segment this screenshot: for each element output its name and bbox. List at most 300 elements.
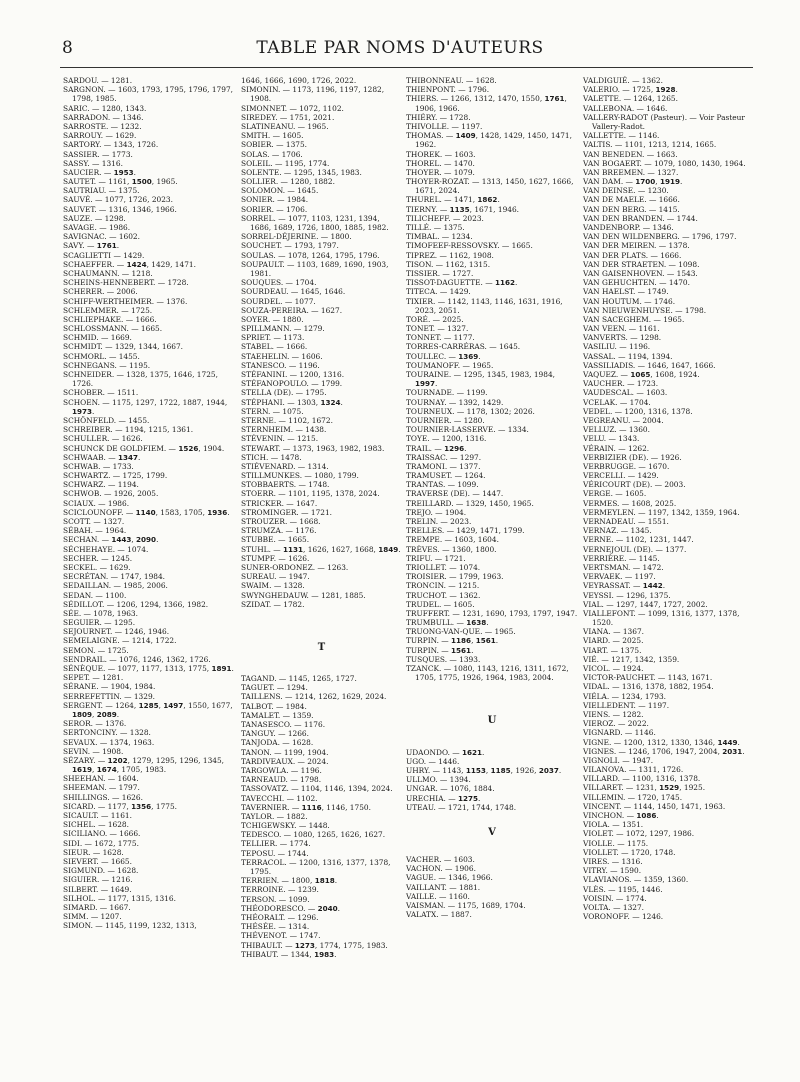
index-entry: TISSOT-DAGUETTE. — 1162. [406,278,518,288]
index-entry: VOISIN. — 1774. [583,893,647,903]
index-entry: STERN. — 1075. [241,406,304,416]
index-entry: VAN HAELST. — 1749. [583,287,669,297]
bold-page-ref: 1983 [314,949,335,959]
index-entry: SEVIN. — 1908. [63,746,124,756]
index-entry: SCAGLIETTI — 1429. [63,250,145,260]
bold-page-ref: 1135 [449,204,470,214]
index-entry: TRANTAS. — 1099. [406,480,479,490]
index-entry: SCOTT. — 1327. [63,517,125,526]
index-entry: VAN DAM. — 1700, 1919. [583,177,683,187]
index-entry: STERNE. — 1102, 1672. [241,415,333,425]
index-entry: TREMPE. — 1603, 1604. [406,535,499,545]
index-entry: SEPET. — 1281. [63,673,124,683]
index-entry: TERSON. — 1099. [241,894,310,904]
index-entry: VERBIZIER (DE). — 1926. [583,452,682,462]
index-entry: SAUTRIAU. — 1375. [63,186,140,196]
index-entry: VERNAZ. — 1345. [583,526,652,536]
section-letter: T [317,641,326,653]
index-entry: TALBOT. — 1984. [241,701,307,711]
index-entry: VAN VEEN. — 1161. [583,324,660,334]
index-entry: THOREK. — 1603. [406,149,476,159]
bold-page-ref: 1273 [294,940,315,950]
index-entry: SOUPAULT. — 1103, 1689, 1690, 1903, 1981. [241,259,389,278]
index-entry: TRONCIN. — 1215. [406,581,480,591]
index-entry: TRÈVES. — 1360, 1800. [406,544,497,554]
index-entry: TORRES-CARRÉRAS. — 1645. [406,342,521,352]
index-entry: SCHUNCK DE GOLDFIEM. — 1526, 1904. [63,443,225,453]
index-entry: SOLOMON. — 1645. [241,186,319,196]
index-entry: VIART. — 1375. [583,645,642,655]
index-entry: TANJODA. — 1628. [241,738,314,748]
index-entry: SCHMORL. — 1455. [63,351,140,361]
index-entry: SORREL. — 1077, 1103, 1231, 1394, 1686, 1689, 1726, 1800, 1885, 1982. [241,213,389,232]
bold-page-ref: 2089 [96,709,117,719]
index-entry: SCHLIEPHAKE. — 1666. [63,314,157,324]
index-entry: THIÉRY. — 1728. [406,112,471,122]
index-entry: THOREL. — 1470. [406,158,475,168]
index-entry: SICHEL. — 1628. [63,820,129,830]
index-entry: VAN GEHUCHTEN. — 1470. [583,278,690,288]
index-entry: VAN DER PLATS. — 1666. [583,250,682,260]
index-entry: SHEEMAN. — 1797. [63,783,140,793]
index-entry: SIEVERT. — 1665. [63,856,132,866]
index-entry: SAUVÉ. — 1077, 1726, 2023. [63,195,173,205]
index-entry: SPILLMANN. — 1279. [241,324,325,334]
index-entry: VELU. — 1343. [583,434,640,444]
index-entry: TAYLOR. — 1882. [241,811,308,821]
index-entry: TOURNAY. — 1392, 1429. [406,397,504,407]
index-entry: SCHWOB. — 1926, 2005. [63,489,159,499]
index-entry: VIELLEDENT. — 1197. [583,700,670,710]
index-entry: SOURDEAU. — 1645, 1646. [241,287,346,297]
index-entry: VIOLA. — 1351. [583,820,644,830]
bold-page-ref: 1891 [211,664,232,673]
index-entry: URECHIA. — 1275. [406,793,481,803]
index-entry: VALLEBONA. — 1646. [583,103,668,113]
index-entry: SOLENTE. — 1295, 1345, 1983. [241,167,362,177]
index-entry: SIREDEY. — 1751, 2021. [241,112,335,122]
index-entry: VAN BREEMEN. — 1327. [583,167,679,177]
index-entry: STUHL. — 1131, 1626, 1627, 1668, 1849. [241,544,401,554]
index-entry: VAN DEN BERG. — 1415. [583,204,680,214]
index-entry: VÉRICOURT (DE). — 2003. [583,480,686,490]
index-entry: SCHMID. — 1669. [63,333,132,343]
index-entry: STUBBE. — 1665. [241,535,310,545]
index-entry: TOULLEC. — 1369. [406,351,481,361]
index-entry: STÉVENIN. — 1215. [241,434,319,444]
index-entry: VILLARET. — 1231, 1529, 1925. [583,783,706,793]
index-entry: TAGUET. — 1294. [241,683,308,693]
index-entry: VORONOFF. — 1246. [583,912,664,922]
index-entry: SOYER. — 1880. [241,314,304,324]
index-entry: VIRES. — 1316. [583,856,643,866]
index-entry: VAISMAN. — 1175, 1689, 1704. [406,901,526,910]
index-entry: SASSIER. — 1773. [63,149,133,159]
index-entry: VAN BENEDEN. — 1663. [583,149,678,159]
index-entry: VALATX. — 1887. [406,910,472,920]
index-entry: SAVIGNAC. — 1602. [63,232,140,242]
bold-page-ref: 1936 [207,507,228,517]
index-entry: VEDEL. — 1200, 1316, 1378. [583,406,693,416]
index-entry: VALETTE. — 1264, 1265. [583,94,678,104]
index-entry: SCHREIBER. — 1194, 1215, 1361. [63,425,194,435]
index-entry: VIEROZ. — 2022. [583,719,649,729]
index-entry: SCHEINS-HENNEBERT. — 1728. [63,278,189,288]
index-entry: TOURAINE. — 1295, 1345, 1983, 1984, 1997. [406,370,556,389]
index-entry: SAUZE. — 1298. [63,213,126,223]
index-entry: TROISIER. — 1799, 1963. [406,572,504,582]
index-entry: STOBBAERTS. — 1748. [241,480,330,490]
index-entry: VIALLEFONT. — 1099, 1316, 1377, 1378, 1520. [583,608,740,628]
bold-page-ref: 1369 [458,351,479,361]
index-entry: VAQUEZ. — 1065, 1608, 1924. [583,370,700,379]
index-entry: SENDRAIL. — 1076, 1246, 1362, 1726. [63,654,211,664]
index-entry: SORREL-DÉJERINE. — 1800. [241,232,352,242]
index-entry: THÉORALT. — 1296. [241,912,319,922]
index-entry: ULLMO. — 1394. [406,775,471,785]
bold-page-ref: 1424 [126,259,147,269]
index-entry: SÉDILLOT. — 1206, 1294, 1366, 1982. [63,599,209,609]
index-entry: SARROUY. — 1629. [63,131,137,141]
index-entry: VOLTA. — 1327. [583,902,645,912]
index-entry: SEMELAIGNE. — 1214, 1722. [63,636,177,646]
index-entry: SÉBAH. — 1964. [63,526,127,536]
bold-page-ref: 1296 [444,443,465,453]
index-entry: SOLLIER. — 1280, 1882. [241,177,335,187]
index-entry: SÉE. — 1078, 1963. [63,608,138,618]
bold-page-ref: 1065 [630,370,651,379]
bold-page-ref: 2040 [317,903,338,913]
bold-page-ref: 2037 [538,765,559,775]
bold-page-ref: 1324 [320,397,341,407]
index-entry: TIPREZ. — 1162, 1908. [406,250,494,260]
index-entry: SCIAUX. — 1986. [63,498,130,508]
index-entry: SERTONCINY. — 1328. [63,728,151,738]
section-letter: V [488,826,496,838]
index-entry: SILBERT. — 1649. [63,884,132,894]
index-entry: VAN GAISENHOVEN. — 1543. [583,268,698,278]
running-title: TABLE PAR NOMS D'AUTEURS [256,38,544,58]
bold-page-ref: 1186 [451,636,472,646]
index-entry: THIVOLLE. — 1197. [406,121,483,131]
bold-page-ref: 1561 [451,645,472,655]
index-entry: SAUVET. — 1316, 1346, 1966. [63,204,177,214]
index-entry: SICAULT. — 1161. [63,811,132,820]
index-entry: SCHOBER. — 1511. [63,388,139,398]
bold-page-ref: 1638 [466,618,487,628]
bold-page-ref: 1285 [138,700,159,710]
index-column-4 [583,76,761,921]
index-entry: SARTORY. — 1343, 1726. [63,140,159,150]
bold-page-ref: 1761 [96,241,117,251]
index-entry: TILICHEFF. — 2023. [406,213,484,223]
index-entry: UDAONDO. — 1621. [406,747,485,757]
index-entry: VERMEYLEN. — 1197, 1342, 1359, 1964. [583,507,740,517]
index-entry: VERCELLI. — 1429. [583,471,659,481]
index-entry: SICILIANO. — 1666. [63,829,141,839]
index-entry: TANASESCO. — 1176. [241,720,326,729]
index-entry: SOUZA-PEREIRA. — 1627. [241,305,343,315]
index-entry: SIMARD. — 1667. [63,902,131,912]
index-entry: TRIFU. — 1721. [406,553,466,563]
index-entry: VIGNOLI. — 1947. [583,755,654,765]
index-entry: SORIER. — 1706. [241,204,308,214]
bold-page-ref: 1529 [659,783,680,793]
index-entry: THUREL. — 1471, 1862. [406,195,500,205]
index-entry: SARRADON. — 1346. [63,112,144,122]
index-entry: SEDAN. — 1100. [63,590,127,600]
index-entry: STIÉVENARD. — 1314. [241,461,329,471]
index-entry: UGO. — 1446. [406,756,460,766]
index-entry: SEDAILLAN. — 1985, 2006. [63,581,168,591]
index-entry: VAN NIEUWENHUYSE. — 1798. [583,305,707,315]
index-entry: SEGUIER. — 1295. [63,618,136,628]
index-entry: SAUCIER. — 1953. [63,167,136,177]
index-entry: SCHWAAB. — 1347. [63,452,141,462]
index-entry: TOUMANOFF. — 1965. [406,360,494,370]
index-entry: SWYNGHEDAUW. — 1281, 1885. [241,590,366,600]
index-entry: VILLARD. — 1100, 1316, 1378. [583,774,701,784]
index-entry: TRAMONI. — 1377. [406,461,481,471]
index-entry: TOURNADE. — 1199. [406,388,488,398]
index-entry: VALTIS. — 1101, 1213, 1214, 1665. [583,140,717,150]
index-entry: STEWART. — 1373, 1963, 1982, 1983. [241,443,385,453]
index-entry: STUMPF. — 1626. [241,553,310,563]
index-entry: SCHAEFFER. — 1424, 1429, 1471. [63,259,196,269]
index-entry: VERVAEK. — 1197. [583,572,656,582]
bold-page-ref: 1443 [111,535,132,545]
index-entry: TISON. — 1162, 1315. [406,259,491,269]
index-entry: VASILIU. — 1196. [583,342,651,352]
index-entry: TOURNEUX. — 1178, 1302; 2026. [406,406,535,416]
index-entry: STROUZER. — 1668. [241,517,321,526]
index-entry: TISSIER. — 1727. [406,268,474,278]
index-entry: VERRIÈRE. — 1145. [583,553,660,563]
index-entry: VELLUZ. — 1360. [583,425,650,435]
index-entry: SHEEHAN. — 1604. [63,774,139,784]
bold-page-ref: 1086 [636,811,657,820]
index-entry: TRUMBULL. — 1638. [406,618,489,628]
index-entry: VALLERY-RADOT (Pasteur). — Voir Pasteur Vallery-Radot. [583,112,745,131]
index-entry: STÉFANOPOULO. — 1799. [241,379,343,389]
index-entry: VEGREANU. — 2004. [583,415,664,425]
index-entry: VAN DE MAELE. — 1666. [583,195,680,205]
index-entry: TERRIEN. — 1800, 1818. [241,876,338,886]
index-entry: TONET. — 1327. [406,324,469,334]
index-entry: VERTSMAN. — 1472. [583,562,664,572]
index-entry: THIBAULT. — 1273, 1774, 1775, 1983. [241,940,388,950]
index-entry: TZANCK. — 1080, 1143, 1216, 1311, 1672, 1705, 1775, 1926, 1964, 1983, 2004. [406,664,569,683]
bold-page-ref: 1674 [96,765,117,775]
index-entry: THIBONNEAU. — 1628. [406,76,497,85]
index-entry: TANON. — 1199, 1904. [241,747,329,757]
bold-page-ref: 1275 [457,793,478,803]
index-entry: SCHOEN. — 1175, 1297, 1722, 1887, 1944, 1973. [63,397,228,416]
index-entry: SERREFETTIN. — 1329. [63,691,156,701]
bold-page-ref: 1973 [72,406,93,416]
index-entry: TELLIER. — 1774. [241,839,311,849]
index-entry: TONNET. — 1177. [406,333,475,343]
index-entry: VEYSSI. — 1296, 1375. [583,590,671,600]
index-entry: SOULAS. — 1078, 1264, 1795, 1796. [241,250,380,260]
bold-page-ref: 1449 [717,737,738,747]
index-entry: SAUTET. — 1161, 1500, 1965. [63,177,178,187]
index-entry: TAILLENS. — 1214, 1262, 1629, 2024. [241,692,387,702]
index-entry: SMITH. — 1605. [241,131,304,141]
index-entry: THÉVENOT. — 1747. [241,931,321,941]
index-entry: STABEL. — 1666. [241,342,308,352]
index-entry: THOMAS. — 1409, 1428, 1429, 1450, 1471, 1962. [406,131,572,150]
index-entry: SCHULLER. — 1626. [63,434,143,444]
index-entry: SERGENT. — 1264, 1285, 1497, 1550, 1677, 1809, 2089. [63,700,233,719]
index-entry: VAGUE. — 1346, 1966. [406,873,493,883]
index-entry: VALLETTE. — 1146. [583,131,660,141]
index-entry: VIENS. — 1282. [583,709,644,719]
index-entry: SCHLEMMER. — 1725. [63,305,153,315]
index-entry: VLÈS. — 1195, 1446. [583,884,663,894]
index-entry: UTEAU. — 1721, 1744, 1748. [406,802,517,812]
index-entry: TERROINE. — 1239. [241,885,319,895]
index-entry: SWAIM. — 1328. [241,581,305,591]
index-entry: SARROSTE. — 1232. [63,121,142,131]
index-entry: THÉODORESCO. — 2040. [241,903,340,913]
index-entry: TUSQUES. — 1393. [406,654,481,664]
index-entry: VLAVIANOS. — 1359, 1360. [583,875,689,885]
index-entry: VALDIGUIÉ. — 1362. [583,76,663,85]
index-entry: STROMINGER. — 1721. [241,507,333,517]
index-entry: SEJOURNET. — 1246, 1946. [63,627,170,637]
bold-page-ref: 1919 [659,177,680,187]
index-entry: TRAISSAC. — 1297. [406,452,482,462]
index-entry: UNGAR. — 1076, 1884. [406,784,495,794]
index-entry: STRICKER. — 1647. [241,498,318,508]
index-entry: VAN DER STRAETEN. — 1098. [583,259,700,269]
bold-page-ref: 1116 [301,802,322,812]
index-entry: VÉRAIN. — 1262. [583,443,650,453]
index-entry: TRELIN. — 2023. [406,517,472,526]
index-entry: UHRY. — 1143, 1153, 1185, 1926, 2037. [406,765,562,775]
index-entry: SILHOL. — 1177, 1315, 1316. [63,893,176,903]
index-entry: VANDENBORP. — 1346. [583,223,674,232]
index-entry: SECKEL. — 1629. [63,562,131,572]
index-entry: SCHIFF-WERTHEIMER. — 1376. [63,296,188,306]
index-entry: STOERR. — 1101, 1195, 1378, 2024. [241,489,380,499]
index-entry: VILANOVA. — 1311, 1726. [583,765,684,775]
index-entry: SIMONNET. — 1072, 1102. [241,103,344,113]
index-entry: TITECA. — 1429. [406,287,471,297]
index-entry: VITRY. — 1590. [583,866,642,876]
index-entry: TAGAND. — 1145, 1265, 1727. [241,674,357,684]
index-entry: TRUFFERT. — 1231, 1690, 1793, 1797, 1947. [406,608,578,618]
index-entry: TANGUY. — 1266. [241,729,309,739]
index-entry: TIMOFEEF-RESSOVSKY. — 1665. [406,241,533,251]
bold-page-ref: 1497 [163,700,184,710]
index-entry: STAEHELIN. — 1606. [241,351,323,361]
index-entry: TEDESCO. — 1080, 1265, 1626, 1627. [241,830,386,840]
index-entry: TRIOLLET. — 1074. [406,562,481,572]
index-entry: THIENPONT. — 1796. [406,85,490,95]
bold-page-ref: 1928 [655,85,676,95]
index-entry: VERNADEAU. — 1551. [583,517,669,526]
index-entry: STRUMZA. — 1176. [241,526,317,536]
bold-page-ref: 1619 [72,765,93,775]
index-entry: TASSOVATZ. — 1104, 1146, 1394, 2024. [241,784,393,794]
index-entry: SIMM. — 1207. [63,912,122,922]
index-entry: VIOLLE. — 1175. [583,838,649,848]
index-entry: VIANA. — 1367. [583,627,644,637]
index-entry: VINCENT. — 1144, 1450, 1471, 1963. [583,801,726,811]
bold-page-ref: 1500 [131,177,152,187]
bold-page-ref: 2031 [722,746,743,756]
index-entry: TAVERNIER. — 1116, 1146, 1750. [241,802,371,812]
index-entry: TRUONG-VAN-QUE. — 1965. [406,627,516,637]
index-entry: VAN BOGAERT. — 1079, 1080, 1430, 1964. [583,158,746,168]
index-entry: TREJO. — 1904. [406,507,467,517]
index-entry: SCICLOUNOFF. — 1140, 1583, 1705, 1936. [63,507,230,517]
index-entry: TRAVERSE (DE). — 1447. [406,489,504,499]
index-entry: VERNEJOUL (DE). — 1377. [583,544,687,554]
index-entry: TOURNIER-LASSERVE. — 1334. [406,425,529,435]
bold-page-ref: 1153 [465,765,486,775]
index-entry: VIDAL. — 1316, 1378, 1882, 1954. [583,682,714,692]
index-entry: SIMON. — 1145, 1199, 1232, 1313, [63,921,197,931]
index-entry: TRAIL. — 1296. [406,443,467,453]
index-entry: VERBRUGGE. — 1670. [583,461,670,471]
index-entry: VACHON. — 1906. [406,864,476,874]
index-entry: THIERS. — 1266, 1312, 1470, 1550, 1761, 1906, 1966. [406,94,567,113]
index-entry: SEROR. — 1376. [63,719,127,729]
index-entry: SÉRANE. — 1904, 1984. [63,682,156,692]
index-entry: TRUDEL. — 1605. [406,599,475,609]
index-entry: TORÉ. — 2025. [406,314,464,324]
index-entry: VIOLLET. — 1720, 1748. [583,847,676,857]
index-entry: VILLEMIN. — 1720, 1745. [583,792,683,802]
index-entry: TRELLES. — 1429, 1471, 1799. [406,526,525,536]
bold-page-ref: 1849 [378,544,399,554]
page-header [0,38,800,68]
bold-page-ref: 1862 [477,195,498,205]
index-entry: SEMON. — 1725. [63,645,129,655]
index-entry: SIMONIN. — 1173, 1196, 1197, 1282, 1908. [241,85,385,104]
index-entry: SIDI. — 1672, 1775. [63,838,139,848]
index-entry: SOUCHET. — 1793, 1797. [241,241,339,251]
index-column-2 [241,76,402,959]
index-entry: TARDIVEAUX. — 2024. [241,756,329,766]
index-entry: SCHLOSSMANN. — 1665. [63,324,163,334]
index-entry: STANESCO. — 1196. [241,360,320,370]
index-entry: SECRÉTAN. — 1747, 1984. [63,572,166,582]
index-entry: STERNHEIM. — 1438. [241,425,327,435]
index-entry: VANVERTS. — 1298. [583,333,662,343]
index-entry: TURPIN. — 1186, 1561. [406,636,499,646]
page-number: 8 [62,38,73,58]
index-entry: TRAMUSET. — 1264. [406,471,486,481]
index-entry: SÉCHEHAYE. — 1074. [63,544,149,554]
bold-page-ref: 1356 [131,801,152,811]
bold-page-ref: 1700 [635,177,656,187]
index-entry: SCHERER. — 2006. [63,287,138,297]
index-entry: TREILLARD. — 1329, 1450, 1965. [406,498,534,508]
index-entry: SOUQUES. — 1704. [241,278,317,288]
index-entry: SONIER. — 1984. [241,195,309,205]
index-entry: SHILLINGS. — 1626. [63,792,143,802]
index-entry: SCHWARZ. — 1194. [63,480,139,490]
index-entry: VAN SACEGHEM. — 1965. [583,314,685,324]
index-entry: SZIDAT. — 1782. [241,599,305,609]
index-entry: SARIC. — 1280, 1343. [63,103,147,113]
index-entry: STÉFANINI. — 1200, 1316. [241,370,345,379]
index-entry: SIEUR. — 1628. [63,847,124,857]
